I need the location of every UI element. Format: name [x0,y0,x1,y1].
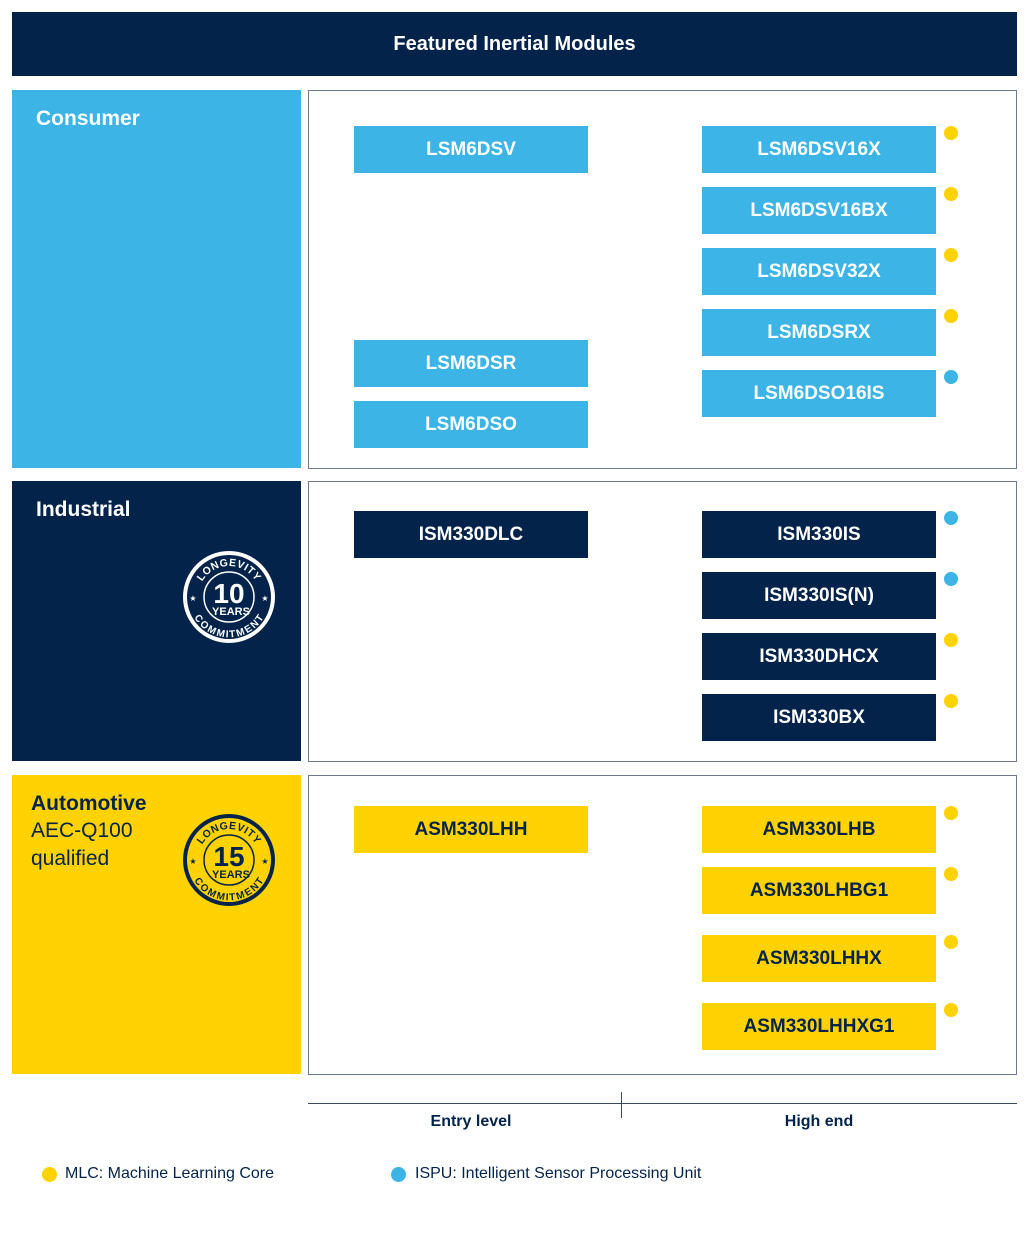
axis-label-high: High end [784,1113,854,1130]
mlc-dot-icon [944,633,958,647]
legend-ispu-label: ISPU: Intelligent Sensor Processing Unit [415,1165,702,1182]
mlc-dot-icon [944,867,958,881]
mlc-dot-icon [944,694,958,708]
legend-mlc-label: MLC: Machine Learning Core [65,1165,274,1182]
module-chip: LSM6DSR [354,340,588,387]
category-automotive-title: Automotive [31,792,147,815]
module-chip: ASM330LHH [354,806,588,853]
mlc-dot-icon [944,126,958,140]
category-automotive-subtitle-2: qualified [31,847,110,870]
badge-15-unit: YEARS [212,869,250,881]
mlc-dot-icon [944,248,958,262]
module-chip: LSM6DSRX [702,309,936,356]
legend-mlc-dot-icon [42,1167,57,1182]
svg-text:★: ★ [189,857,197,866]
axis-divider-tick [621,1092,622,1118]
module-chip: ISM330IS(N) [702,572,936,619]
badge-10-top-text: LONGEVITY [194,556,264,584]
mlc-dot-icon [944,187,958,201]
ispu-dot-icon [944,370,958,384]
ispu-dot-icon [944,511,958,525]
longevity-15-years-badge-icon [181,812,277,908]
module-chip: LSM6DSV16X [702,126,936,173]
page-title: Featured Inertial Modules [12,12,1017,76]
badge-15-bottom-text: COMMITMENT [191,875,267,904]
module-chip: ASM330LHHXG1 [702,1003,936,1050]
category-industrial-title: Industrial [36,498,131,521]
module-chip: LSM6DSO16IS [702,370,936,417]
longevity-10-years-badge-icon [181,549,277,645]
mlc-dot-icon [944,935,958,949]
module-chip: ISM330DLC [354,511,588,558]
legend-ispu-dot-icon [391,1167,406,1182]
module-chip: ASM330LHB [702,806,936,853]
badge-15-number: 15 [213,841,245,872]
module-chip: ASM330LHHX [702,935,936,982]
category-automotive-subtitle-1: AEC-Q100 [31,819,133,842]
module-chip: ISM330DHCX [702,633,936,680]
category-consumer [12,90,301,468]
badge-15-top-text: LONGEVITY [194,819,264,847]
ispu-dot-icon [944,572,958,586]
mlc-dot-icon [944,309,958,323]
badge-10-unit: YEARS [212,606,250,618]
badge-10-number: 10 [213,578,245,609]
category-consumer-title: Consumer [36,107,140,130]
module-chip: ASM330LHBG1 [702,867,936,914]
badge-10-bottom-text: COMMITMENT [191,612,267,641]
module-chip: ISM330IS [702,511,936,558]
module-chip: LSM6DSV [354,126,588,173]
svg-text:★: ★ [261,857,269,866]
mlc-dot-icon [944,806,958,820]
module-chip: ISM330BX [702,694,936,741]
mlc-dot-icon [944,1003,958,1017]
svg-text:★: ★ [261,594,269,603]
axis-label-entry: Entry level [430,1113,512,1130]
module-chip: LSM6DSV32X [702,248,936,295]
module-chip: LSM6DSO [354,401,588,448]
svg-text:★: ★ [189,594,197,603]
axis-line [308,1103,1017,1104]
module-chip: LSM6DSV16BX [702,187,936,234]
